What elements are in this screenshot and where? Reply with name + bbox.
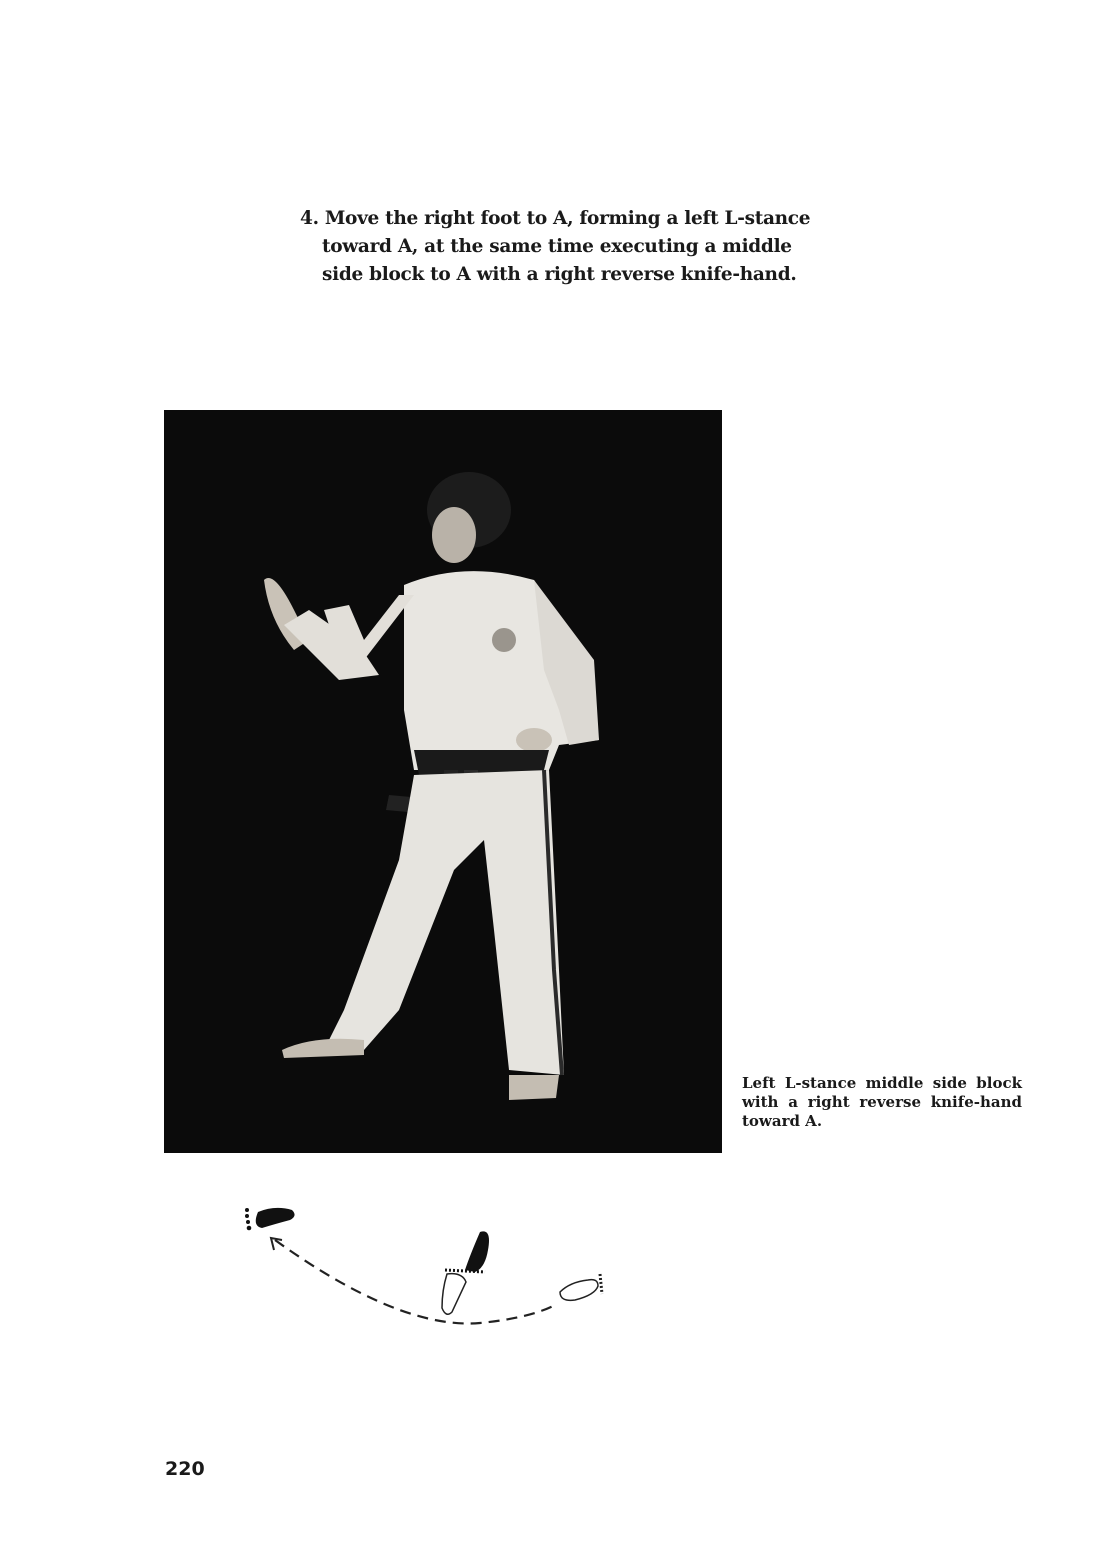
figure-illustration — [164, 410, 722, 1153]
photo-caption: Left L-stance middle side block with a right reverse knife-hand toward A. — [742, 1074, 1022, 1130]
instruction-text — [300, 205, 810, 289]
instruction-line-2: toward A, at the same time executing a middle — [322, 236, 792, 257]
instruction-line-3: side block to A with a right reverse knife-hand. — [322, 264, 797, 285]
page-number: 220 — [165, 1458, 205, 1480]
foot-outline-left-icon — [442, 1274, 466, 1315]
foot-black-destination-icon — [245, 1208, 295, 1230]
footstep-diagram — [230, 1190, 630, 1340]
foot-black-standing-icon — [445, 1231, 489, 1272]
dashed-arrow-path — [275, 1240, 555, 1324]
instruction-line-1: 4. Move the right foot to A, forming a left L-stance — [300, 208, 811, 229]
martial-artist-photo — [164, 410, 722, 1153]
foot-outline-right-icon — [560, 1274, 602, 1300]
